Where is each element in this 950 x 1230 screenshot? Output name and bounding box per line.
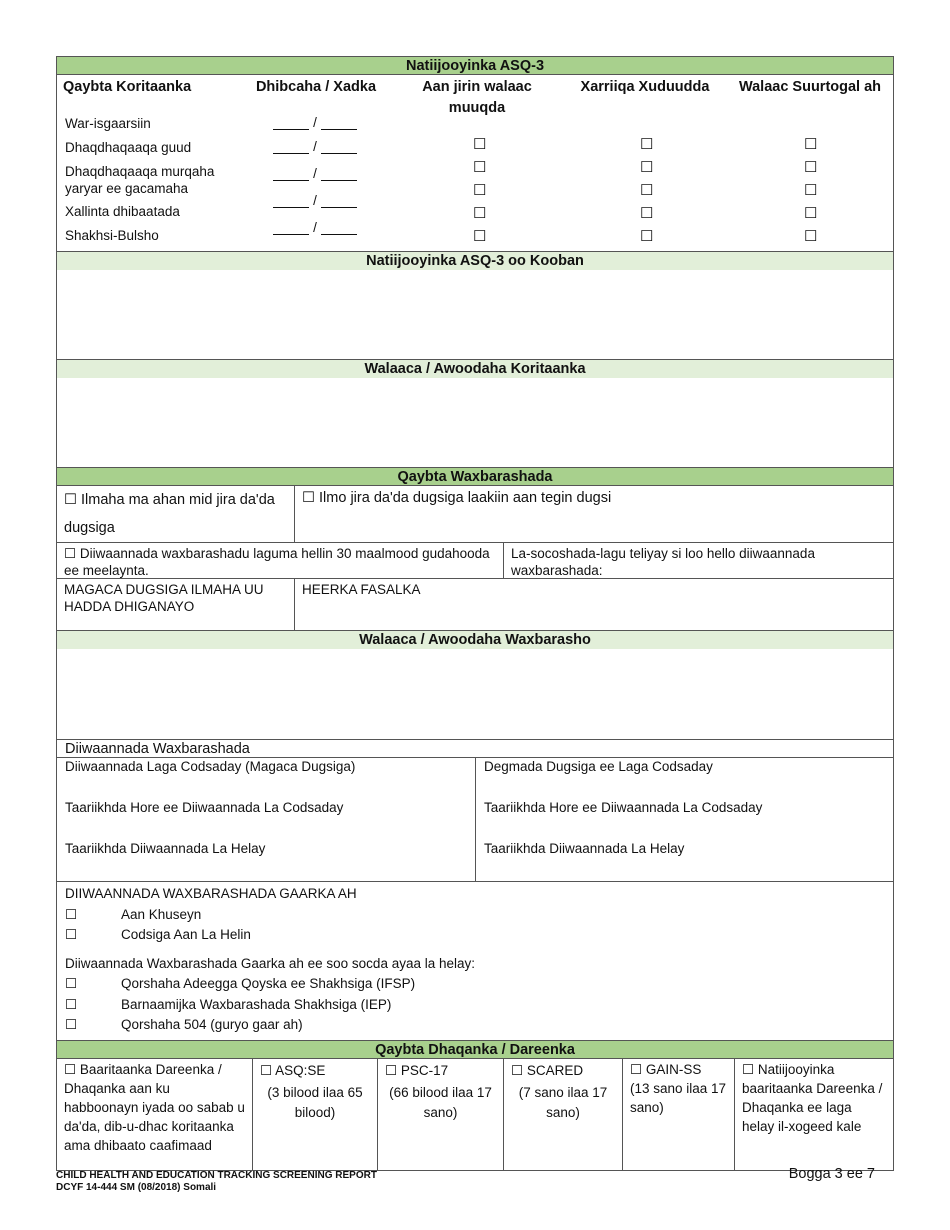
not-school-age-option[interactable]: ☐ Ilmaha ma ahan mid jira da'da dugsiga (64, 492, 275, 536)
special-education-title: DIIWAANNADA WAXBARASHADA GAARKA AH (65, 886, 357, 901)
col-header-concern: Walaac Suurtogal ah (738, 79, 882, 95)
checkbox-icon[interactable]: ☐ (64, 492, 77, 508)
scared-range: (7 sano ilaa 17 sano) (518, 1084, 608, 1120)
checkbox-icon[interactable]: ☐ (260, 1062, 273, 1078)
checkbox-icon[interactable]: ☐ (385, 1062, 398, 1078)
scared-option[interactable]: ☐ SCARED (7 sano ilaa 17 sano) (503, 1059, 622, 1170)
edu-concerns-header: Walaaca / Awoodaha Waxbarasho (57, 631, 893, 649)
gain-ss-option[interactable]: ☐ GAIN-SS (13 sano ilaa 17 sano) (622, 1059, 734, 1170)
checkbox-icon[interactable]: ☐ (630, 1061, 643, 1077)
dev-concerns-field[interactable] (57, 378, 893, 468)
received-date-field[interactable]: Taariikhda Diiwaannada La Helay (484, 841, 685, 856)
checkbox-icon[interactable]: ☐ (65, 1017, 78, 1032)
asq-checkbox-icon[interactable]: ☐ (640, 205, 654, 222)
asq-table (57, 75, 893, 252)
page-number: Bogga 3 ee 7 (788, 1166, 875, 1182)
grade-field[interactable]: HEERKA FASALKA (294, 579, 893, 630)
asq-row-label: Dhaqdhaqaaqa murqaha yaryar ee gacamaha (65, 164, 215, 196)
checkbox-icon[interactable]: ☐ (65, 927, 78, 942)
asq-row-label: Dhaqdhaqaaqa guud (65, 140, 192, 155)
form-footer (56, 1170, 377, 1194)
asq-combined-field[interactable] (57, 270, 893, 360)
asq-checkbox-icon[interactable]: ☐ (473, 205, 487, 222)
score-field[interactable]: / (269, 115, 361, 130)
records-not-received-option[interactable]: ☐ Diiwaannada waxbarashadu laguma hellin 30 maalmood gudahooda ee meelaynta. (64, 546, 490, 578)
asq-checkbox-icon[interactable]: ☐ (804, 159, 818, 176)
iep-option[interactable]: ☐ Barnaamijka Waxbarashada Shakhsiga (IEP) (65, 995, 885, 1016)
asq-checkbox-icon[interactable]: ☐ (640, 136, 654, 153)
asq-checkbox-icon[interactable]: ☐ (804, 228, 818, 245)
dev-concerns-header: Walaaca / Awoodaha Koritaanka (57, 360, 893, 378)
gain-ss-range: (13 sano ilaa 17 sano) (630, 1080, 727, 1115)
followup-label: La-socoshada-lagu teliyay si loo hello diiwaannada waxbarashada: (503, 543, 893, 578)
requested-school-field[interactable]: Diiwaannada Laga Codsaday (Magaca Dugsiga) (65, 759, 356, 774)
asq-checkbox-icon[interactable]: ☐ (804, 205, 818, 222)
education-header: Qaybta Waxbarashada (57, 468, 893, 486)
col-header-no-concern: Aan jirin walaac muuqda (422, 79, 532, 116)
checkbox-icon[interactable]: ☐ (65, 976, 78, 991)
asq-checkbox-icon[interactable]: ☐ (473, 182, 487, 199)
requested-district-field[interactable]: Degmada Dugsiga ee Laga Codsaday (484, 759, 713, 774)
score-field[interactable]: / (269, 220, 361, 235)
asq-checkbox-icon[interactable]: ☐ (473, 159, 487, 176)
col-header-borderline: Xarriiqa Xuduudda (580, 79, 710, 95)
not-applicable-option[interactable]: ☐ Aan Khuseyn (65, 905, 885, 926)
checkbox-icon[interactable]: ☐ (65, 996, 78, 1012)
score-field[interactable]: / (269, 193, 361, 208)
school-name-field[interactable]: MAGACA DUGSIGA ILMAHA UU HADDA DHIGANAYO (64, 582, 264, 614)
asq-section-header: Natiijooyinka ASQ-3 (57, 57, 893, 75)
special-education-section (57, 882, 893, 1041)
col-header-score: Dhibcaha / Xadka (255, 79, 377, 95)
asq-checkbox-icon[interactable]: ☐ (804, 182, 818, 199)
checkbox-icon[interactable]: ☐ (742, 1061, 755, 1077)
asq-checkbox-icon[interactable]: ☐ (473, 136, 487, 153)
checkbox-icon[interactable]: ☐ (64, 546, 77, 561)
psc-17-range: (66 bilood ilaa 17 sano) (389, 1084, 492, 1120)
asq-checkbox-icon[interactable]: ☐ (640, 159, 654, 176)
prior-request-date-field[interactable]: Taariikhda Hore ee Diiwaannada La Codsaday (484, 800, 763, 815)
received-label: Diiwaannada Waxbarashada Gaarka ah ee soo socda ayaa la helay: (65, 955, 476, 971)
other-source-option[interactable]: ☐ Natiijooyinka baaritaanka Dareenka / Dhaqanka ee laga helay il-xogeed kale (734, 1059, 893, 1170)
behavior-header: Qaybta Dhaqanka / Dareenka (57, 1041, 893, 1059)
request-not-received-option[interactable]: ☐ Codsiga Aan La Helin (65, 925, 885, 946)
prior-request-date-field[interactable]: Taariikhda Hore ee Diiwaannada La Codsaday (65, 800, 344, 815)
asq-checkbox-icon[interactable]: ☐ (640, 228, 654, 245)
received-date-field[interactable]: Taariikhda Diiwaannada La Helay (65, 841, 266, 856)
asq-checkbox-icon[interactable]: ☐ (640, 182, 654, 199)
asq-row-label: Shakhsi-Bulsho (65, 228, 159, 243)
score-field[interactable]: / (269, 139, 361, 154)
asq-se-option[interactable]: ☐ ASQ:SE (3 bilood ilaa 65 bilood) (252, 1059, 377, 1170)
checkbox-icon[interactable]: ☐ (64, 1061, 77, 1077)
checkbox-icon[interactable]: ☐ (511, 1062, 524, 1078)
edu-concerns-field[interactable] (57, 649, 893, 739)
form-title: CHILD HEALTH AND EDUCATION TRACKING SCREENING REPORT (56, 1170, 377, 1181)
score-field[interactable]: / (269, 166, 361, 181)
checkbox-icon[interactable]: ☐ (302, 490, 315, 506)
asq-checkbox-icon[interactable]: ☐ (804, 136, 818, 153)
form-id: DCYF 14-444 SM (08/2018) Somali (56, 1182, 217, 1193)
ifsp-option[interactable]: ☐ Qorshaha Adeegga Qoyska ee Shakhsiga (IFSP) (65, 974, 885, 995)
plan-504-option[interactable]: ☐ Qorshaha 504 (guryo gaar ah) (65, 1015, 885, 1036)
not-enrolled-option[interactable]: ☐ Ilmo jira da'da dugsiga laakiin aan tegin dugsi (294, 486, 893, 542)
form-page (56, 56, 894, 1171)
asq-se-range: (3 bilood ilaa 65 bilood) (267, 1084, 363, 1120)
checkbox-icon[interactable]: ☐ (65, 906, 78, 922)
psc-17-option[interactable]: ☐ PSC-17 (66 bilood ilaa 17 sano) (377, 1059, 503, 1170)
asq-row-label: War-isgaarsiin (65, 116, 151, 131)
col-header-domain: Qaybta Koritaanka (63, 79, 192, 95)
asq-combined-header: Natiijooyinka ASQ-3 oo Kooban (57, 252, 893, 270)
behavior-screening-option[interactable]: ☐ Baaritaanka Dareenka / Dhaqanka aan ku habboonayn iyada oo sabab u da'da, dib-u-dhac koritaanka ama dhibaato caafimaad (64, 1061, 245, 1153)
records-title: Diiwaannada Waxbarashada (57, 740, 893, 758)
asq-row-label: Xallinta dhibaatada (65, 204, 180, 219)
asq-checkbox-icon[interactable]: ☐ (473, 228, 487, 245)
